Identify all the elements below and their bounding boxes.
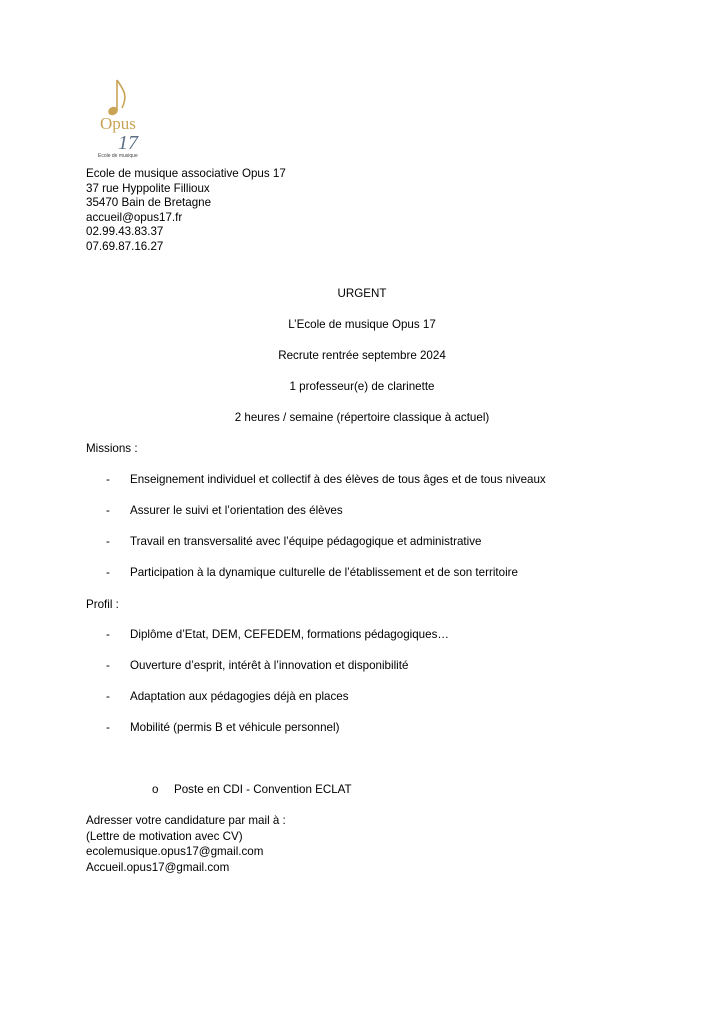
profil-text: Mobilité (permis B et véhicule personnel)	[130, 721, 340, 734]
application-block	[86, 813, 286, 875]
school-line: L’Ecole de musique Opus 17	[288, 318, 436, 331]
contract-text: Poste en CDI - Convention ECLAT	[174, 783, 352, 796]
recruit-line: Recrute rentrée septembre 2024	[278, 349, 446, 362]
bullet-dash: -	[106, 690, 110, 703]
postal-city: 35470 Bain de Bretagne	[86, 196, 212, 210]
mission-text: Enseignement individuel et collectif à des élèves de tous âges et de tous niveaux	[130, 473, 546, 486]
mission-text: Travail en transversalité avec l’équipe pédagogique et administrative	[130, 535, 482, 548]
apply-instruction: Adresser votre candidature par mail à :	[86, 814, 286, 827]
phone-landline: 02.99.43.83.37	[86, 225, 164, 239]
profil-text: Adaptation aux pédagogies déjà en places	[130, 690, 349, 703]
bullet-dash: -	[106, 628, 110, 641]
urgent-heading: URGENT	[337, 287, 387, 300]
school-name: Ecole de musique associative Opus 17	[86, 167, 286, 180]
apply-documents: (Lettre de motivation avec CV)	[86, 829, 243, 843]
address-block	[86, 167, 286, 255]
bullet-dash: -	[106, 659, 110, 672]
hours-line: 2 heures / semaine (répertoire classique à actuel)	[234, 411, 490, 424]
missions-title: Missions :	[86, 442, 138, 455]
logo-wordmark: Opus	[100, 114, 136, 133]
profil-text: Diplôme d’Etat, DEM, CEFEDEM, formations pédagogiques…	[130, 628, 449, 641]
profil-title: Profil :	[86, 598, 119, 611]
position-line: 1 professeur(e) de clarinette	[289, 380, 435, 393]
profil-text: Ouverture d’esprit, intérêt à l’innovation et disponibilité	[130, 659, 409, 672]
apply-email-primary: ecolemusique.opus17@gmail.com	[86, 845, 264, 859]
contact-email: accueil@opus17.fr	[86, 210, 183, 224]
bullet-dash: -	[106, 566, 110, 579]
music-note-icon	[107, 80, 125, 117]
street-address: 37 rue Hyppolite Fillioux	[86, 181, 210, 195]
bullet-dash: -	[106, 721, 110, 734]
mission-text: Assurer le suivi et l’orientation des élèves	[130, 504, 343, 517]
phone-mobile: 07.69.87.16.27	[86, 239, 164, 253]
bullet-dash: -	[106, 473, 110, 486]
circle-bullet-icon: o	[152, 783, 159, 796]
bullet-dash: -	[106, 504, 110, 517]
bullet-dash: -	[106, 535, 110, 548]
apply-email-secondary: Accueil.opus17@gmail.com	[86, 860, 230, 874]
logo-tagline: Ecole de musique	[98, 153, 138, 159]
mission-text: Participation à la dynamique culturelle de l’établissement et de son territoire	[130, 566, 518, 579]
logo-number: 17	[118, 132, 138, 154]
opus17-logo	[96, 78, 160, 164]
